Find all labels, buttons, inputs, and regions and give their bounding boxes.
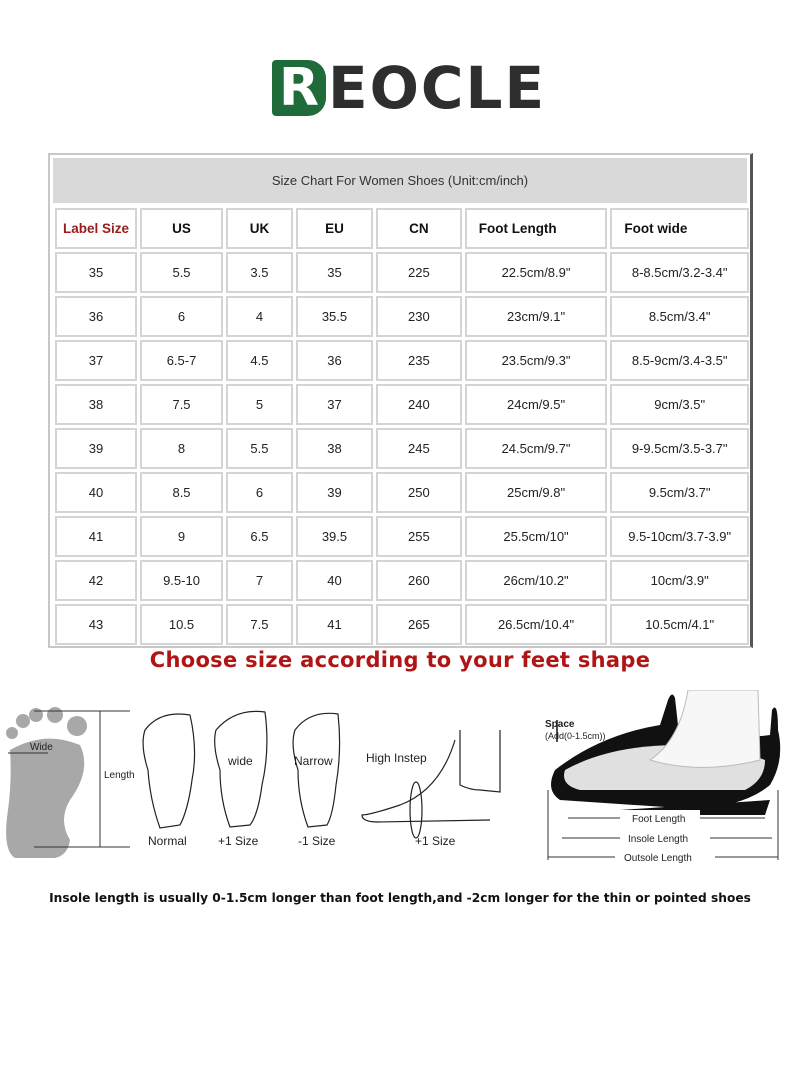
- headline: Choose size according to your feet shape: [149, 648, 651, 672]
- table-row: [55, 560, 749, 601]
- table-cell: 265: [376, 604, 462, 645]
- table-row: [55, 384, 749, 425]
- table-cell: 7: [226, 560, 293, 601]
- table-cell: 4.5: [226, 340, 293, 381]
- table-cell: 3.5: [226, 252, 293, 293]
- table-cell: 38: [296, 428, 373, 469]
- wide-foot-icon: [215, 711, 267, 827]
- foot-outlines: [143, 711, 500, 838]
- normal-label: Normal: [148, 834, 187, 848]
- table-cell: 39: [55, 428, 137, 469]
- insole-note: Insole length is usually 0-1.5cm longer than foot length,and -2cm longer for the thin or pointed shoes: [49, 891, 751, 905]
- wide-foot-text: wide: [228, 754, 253, 768]
- table-cell: 38: [55, 384, 137, 425]
- table-cell: 26.5cm/10.4": [465, 604, 608, 645]
- table-cell: 225: [376, 252, 462, 293]
- table-cell: 25.5cm/10": [465, 516, 608, 557]
- header-row: [55, 208, 749, 249]
- instep-size-label: +1 Size: [415, 834, 456, 848]
- table-cell: 6: [226, 472, 293, 513]
- insole-length-label: Insole Length: [628, 834, 689, 845]
- table-cell: 6.5: [226, 516, 293, 557]
- narrow-foot-text: Narrow: [294, 754, 333, 768]
- table-cell: 230: [376, 296, 462, 337]
- table-cell: 37: [55, 340, 137, 381]
- table-cell: 9: [140, 516, 223, 557]
- table-cell: 39: [296, 472, 373, 513]
- table-cell: 9.5-10cm/3.7-3.9": [610, 516, 749, 557]
- table-cell: 5.5: [226, 428, 293, 469]
- column-header: Label Size: [55, 208, 137, 249]
- table-cell: 8-8.5cm/3.2-3.4": [610, 252, 749, 293]
- length-label: Length: [104, 770, 135, 781]
- space-note: (Add(0-1.5cm)): [545, 731, 606, 741]
- table-cell: 35.5: [296, 296, 373, 337]
- table-cell: 37: [296, 384, 373, 425]
- table-cell: 7.5: [226, 604, 293, 645]
- table-cell: 43: [55, 604, 137, 645]
- table-cell: 8: [140, 428, 223, 469]
- table-cell: 255: [376, 516, 462, 557]
- column-header: EU: [296, 208, 373, 249]
- instep-leg-icon: [460, 730, 500, 792]
- table-cell: 9-9.5cm/3.5-3.7": [610, 428, 749, 469]
- table-cell: 22.5cm/8.9": [465, 252, 608, 293]
- table-cell: 39.5: [296, 516, 373, 557]
- table-row: [55, 296, 749, 337]
- table-cell: 10cm/3.9": [610, 560, 749, 601]
- table-cell: 240: [376, 384, 462, 425]
- table-cell: 4: [226, 296, 293, 337]
- table-cell: 23cm/9.1": [465, 296, 608, 337]
- size-chart: [48, 153, 753, 648]
- table-row: [55, 604, 749, 645]
- wide-label: Wide: [30, 742, 53, 753]
- table-cell: 245: [376, 428, 462, 469]
- table-cell: 5.5: [140, 252, 223, 293]
- table-cell: 42: [55, 560, 137, 601]
- table-cell: 25cm/9.8": [465, 472, 608, 513]
- shoe-cross-section-icon: [551, 690, 780, 815]
- size-chart-title: Size Chart For Women Shoes (Unit:cm/inch): [53, 158, 747, 203]
- table-cell: 40: [55, 472, 137, 513]
- table-cell: 9cm/3.5": [610, 384, 749, 425]
- table-cell: 8.5: [140, 472, 223, 513]
- brand-logo: [272, 54, 547, 122]
- table-row: [55, 252, 749, 293]
- table-cell: 260: [376, 560, 462, 601]
- narrow-size-label: -1 Size: [298, 834, 336, 848]
- column-header: Foot Length: [465, 208, 608, 249]
- table-cell: 36: [55, 296, 137, 337]
- table-cell: 6.5-7: [140, 340, 223, 381]
- table-cell: 35: [55, 252, 137, 293]
- table-cell: 9.5-10: [140, 560, 223, 601]
- foot-length-label: Foot Length: [632, 814, 686, 825]
- outsole-length-label: Outsole Length: [624, 853, 692, 864]
- column-header: Foot wide: [610, 208, 749, 249]
- size-table: [52, 205, 752, 648]
- space-label: Space: [545, 719, 575, 730]
- table-cell: 6: [140, 296, 223, 337]
- table-cell: 7.5: [140, 384, 223, 425]
- table-cell: 10.5: [140, 604, 223, 645]
- wide-size-label: +1 Size: [218, 834, 259, 848]
- table-cell: 36: [296, 340, 373, 381]
- table-cell: 250: [376, 472, 462, 513]
- normal-foot-icon: [143, 714, 194, 828]
- column-header: UK: [226, 208, 293, 249]
- column-header: CN: [376, 208, 462, 249]
- table-cell: 23.5cm/9.3": [465, 340, 608, 381]
- table-cell: 24.5cm/9.7": [465, 428, 608, 469]
- narrow-foot-icon: [293, 713, 340, 827]
- logo-mark: R: [272, 60, 326, 116]
- table-cell: 8.5-9cm/3.4-3.5": [610, 340, 749, 381]
- table-cell: 26cm/10.2": [465, 560, 608, 601]
- table-cell: 235: [376, 340, 462, 381]
- foot-measure-diagram: [0, 690, 800, 875]
- foot-sole-icon: [6, 707, 87, 858]
- table-cell: 5: [226, 384, 293, 425]
- table-row: [55, 340, 749, 381]
- table-row: [55, 428, 749, 469]
- table-cell: 40: [296, 560, 373, 601]
- table-cell: 41: [55, 516, 137, 557]
- table-row: [55, 516, 749, 557]
- column-header: US: [140, 208, 223, 249]
- table-cell: 24cm/9.5": [465, 384, 608, 425]
- table-cell: 10.5cm/4.1": [610, 604, 749, 645]
- table-cell: 9.5cm/3.7": [610, 472, 749, 513]
- table-cell: 8.5cm/3.4": [610, 296, 749, 337]
- table-cell: 35: [296, 252, 373, 293]
- table-row: [55, 472, 749, 513]
- logo-text: EOCLE: [328, 54, 547, 122]
- table-cell: 41: [296, 604, 373, 645]
- high-instep-label: High Instep: [366, 751, 427, 765]
